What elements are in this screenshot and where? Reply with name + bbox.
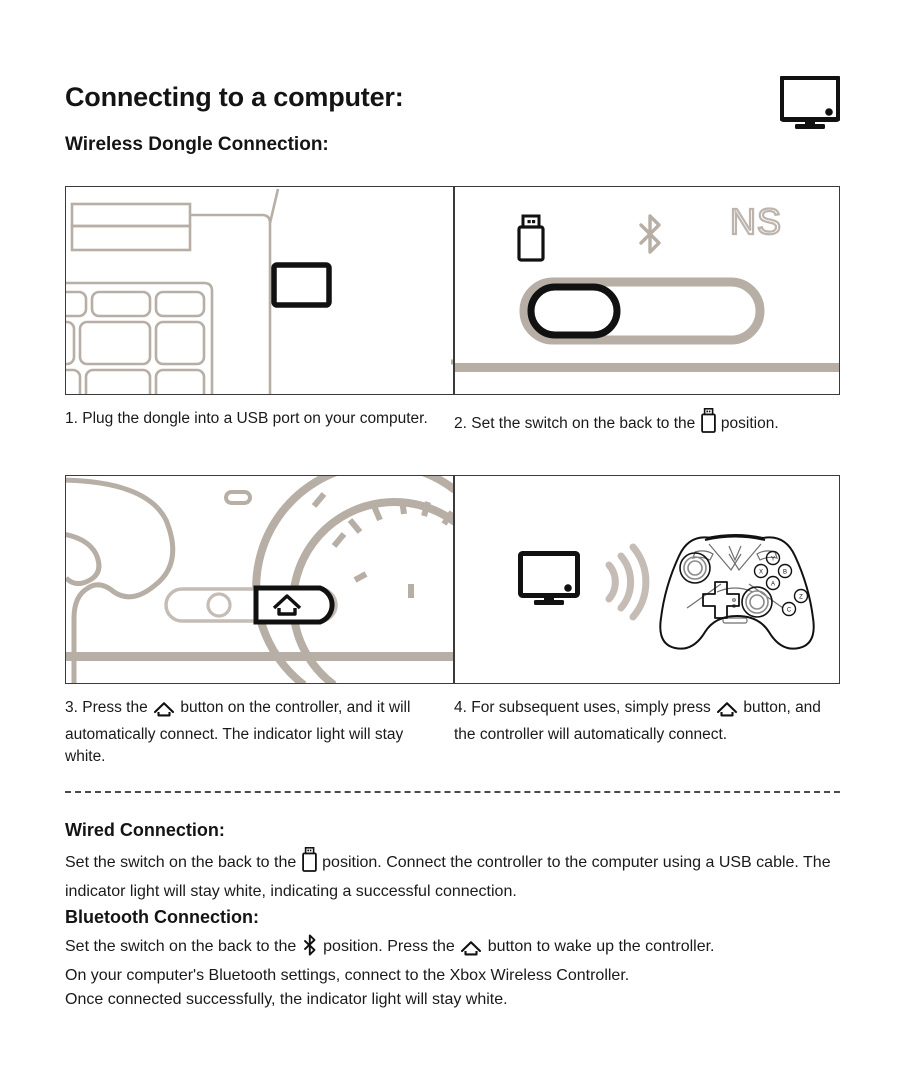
step-2-text-after: position. — [720, 415, 779, 432]
bluetooth-icon — [641, 216, 659, 252]
wireless-waves-icon — [609, 547, 646, 617]
dpad-icon — [703, 582, 739, 618]
panel-monitor-wireless-controller — [454, 475, 840, 684]
step-3-text-before: 3. Press the — [65, 699, 148, 716]
home-button-icon — [716, 700, 738, 724]
controller-body-edge — [66, 652, 454, 661]
bluetooth-icon — [302, 934, 318, 964]
svg-text:A: A — [770, 581, 776, 588]
laptop-illustration — [66, 187, 454, 395]
bt-line3: Once connected successfully, the indicator light will stay white. — [65, 991, 508, 1008]
switch-label-ns: NS — [730, 201, 783, 242]
section-subtitle: Wireless Dongle Connection: — [65, 134, 329, 155]
wired-connection-body — [65, 847, 845, 904]
wired-text-after: position. Connect the controller to the computer using a USB cable. The indicator light will stay white, indicating a successful connection. — [65, 854, 831, 900]
wireless-pairing-illustration — [455, 476, 840, 684]
home-button-illustration — [66, 476, 454, 684]
controller-body-edge — [455, 363, 840, 372]
usb-dongle-icon — [519, 216, 543, 260]
svg-text:Z: Z — [799, 594, 803, 601]
step-1-caption — [65, 408, 447, 430]
header — [65, 82, 840, 128]
step-2-caption — [454, 408, 836, 440]
panel-controller-back-switch — [454, 186, 840, 395]
home-button-icon — [153, 700, 175, 724]
bt-line2: On your computer's Bluetooth settings, connect to the Xbox Wireless Controller. — [65, 967, 630, 984]
bt-line1-before: Set the switch on the back to the — [65, 938, 297, 955]
svg-text:B: B — [782, 569, 788, 576]
panel-controller-home-button — [65, 475, 454, 684]
bluetooth-connection-heading: Bluetooth Connection: — [65, 907, 259, 927]
step-4-caption — [454, 697, 840, 746]
svg-text:Y: Y — [770, 556, 776, 563]
left-analog-stick — [680, 553, 710, 583]
monitor-icon — [780, 76, 840, 130]
switch-knob — [531, 287, 617, 335]
usb-dongle-icon — [302, 847, 317, 880]
step-3-text-after: button on the controller, and it will automatically connect. The indicator light will stay white. — [65, 699, 411, 765]
step-2-text-before: 2. Set the switch on the back to the — [454, 415, 696, 432]
home-button-highlight — [256, 588, 332, 622]
step-4-text-before: 4. For subsequent uses, simply press — [454, 699, 711, 716]
step-1-text: 1. Plug the dongle into a USB port on your computer. — [65, 410, 428, 427]
panel-laptop-usb-port — [65, 186, 454, 395]
svg-text:X: X — [758, 569, 764, 576]
step-4-text-after: button, and the controller will automatically connect. — [454, 699, 821, 743]
step-3-caption — [65, 697, 447, 768]
bluetooth-connection-body — [65, 934, 845, 1012]
page-title: Connecting to a computer: — [65, 82, 404, 112]
svg-text:C: C — [786, 607, 792, 614]
usb-dongle-icon — [701, 408, 716, 440]
wired-connection-heading: Wired Connection: — [65, 820, 225, 840]
bt-line1-after: button to wake up the controller. — [487, 938, 715, 955]
home-button-icon — [460, 939, 482, 964]
usb-port-highlight — [274, 265, 329, 305]
right-analog-stick — [742, 587, 772, 617]
monitor-icon — [521, 554, 578, 606]
bt-line1-mid: position. Press the — [323, 938, 455, 955]
section-divider — [65, 791, 840, 793]
wired-text-before: Set the switch on the back to the — [65, 854, 297, 871]
switch-illustration — [455, 187, 840, 395]
game-controller-icon — [660, 535, 813, 649]
